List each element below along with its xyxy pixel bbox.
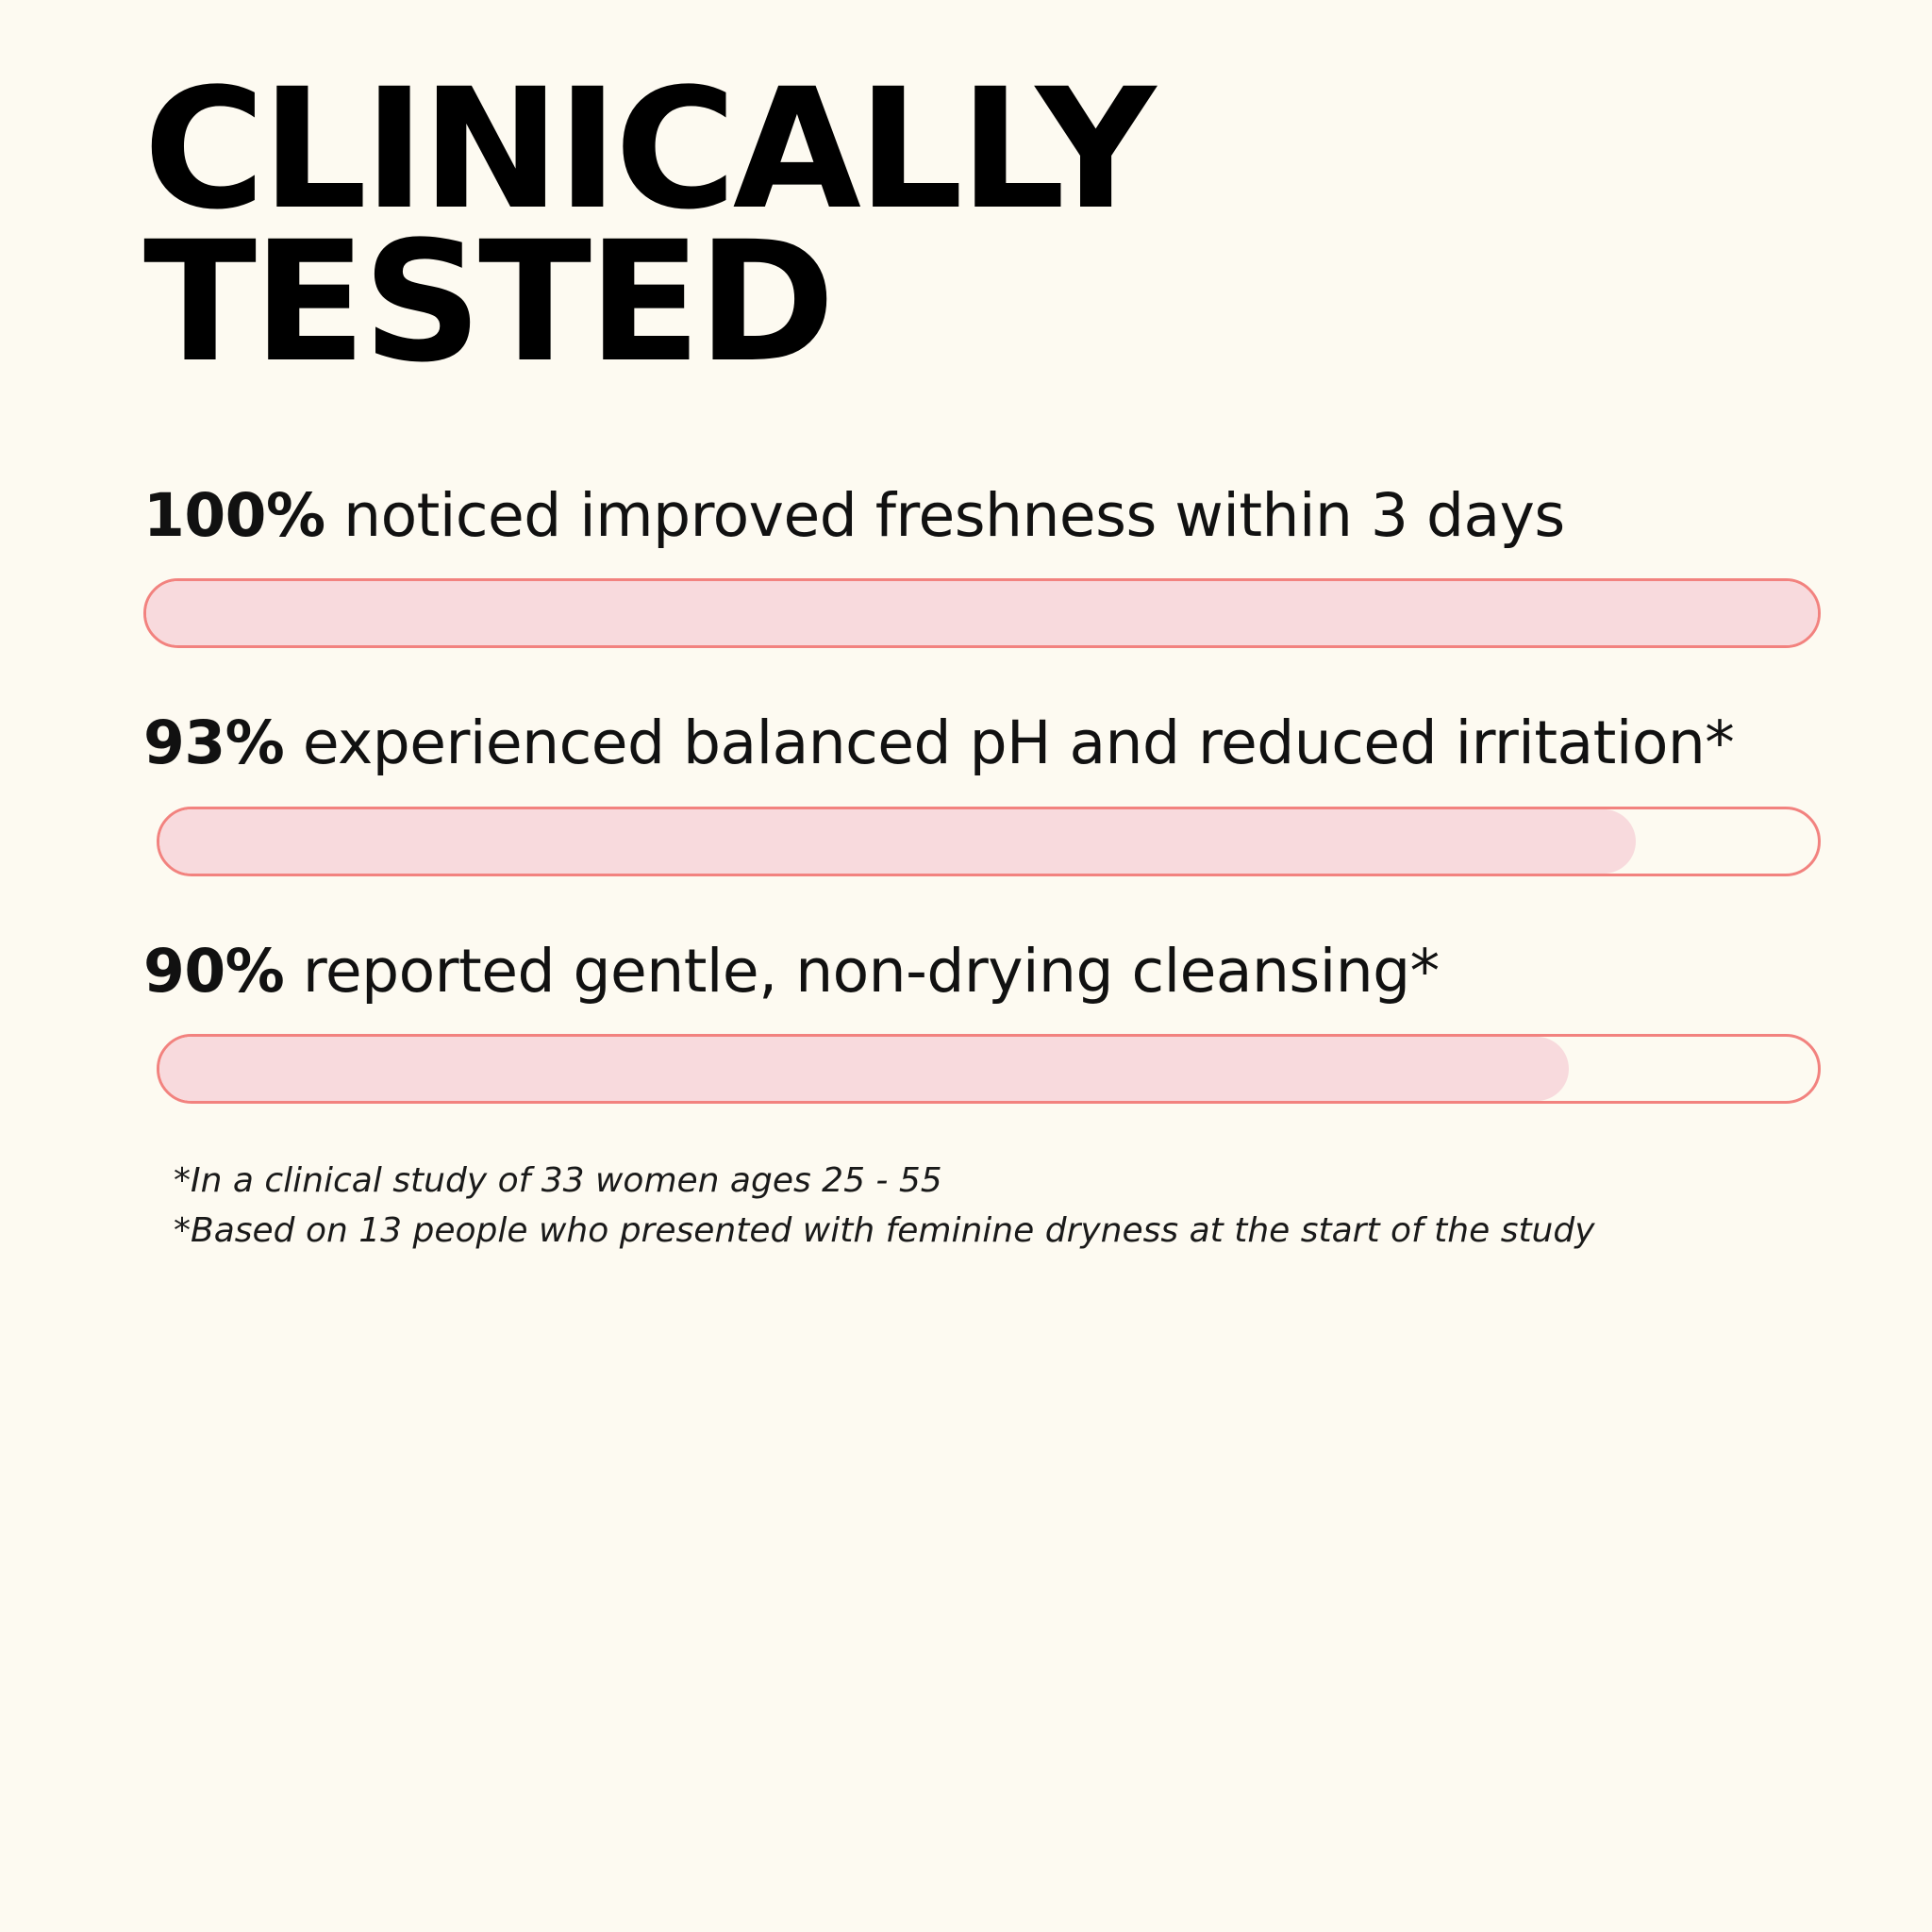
progress-bar-track	[157, 1034, 1821, 1104]
page-title-line-1: CLINICALLY	[143, 53, 1153, 246]
progress-bar-fill	[159, 809, 1636, 874]
stat-item	[143, 701, 1821, 875]
stat-label	[143, 474, 1766, 558]
progress-bar-fill	[159, 1037, 1569, 1101]
stat-percent: 90%	[143, 936, 285, 1006]
stat-description: experienced balanced pH and reduced irritation*	[284, 708, 1735, 778]
stat-item	[143, 929, 1821, 1104]
stat-percent: 93%	[143, 708, 285, 778]
page-title	[143, 53, 1821, 399]
page-title-line-2: TESTED	[143, 205, 832, 399]
stat-percent: 100%	[143, 480, 325, 550]
stat-description: noticed improved freshness within 3 days	[325, 480, 1565, 550]
stat-description: reported gentle, non-drying cleansing*	[284, 936, 1440, 1006]
stat-item	[143, 474, 1821, 648]
stat-label	[143, 929, 1766, 1013]
progress-bar-fill	[146, 581, 1818, 645]
footnote-1: *In a clinical study of 33 women ages 25 - 55	[174, 1161, 942, 1201]
footnotes	[143, 1157, 1796, 1255]
stats-list	[143, 474, 1821, 1104]
progress-bar-track	[157, 807, 1821, 876]
stat-label	[143, 701, 1766, 785]
footnote-2: *Based on 13 people who presented with feminine dryness at the start of the study	[174, 1211, 1595, 1251]
progress-bar-track	[143, 578, 1821, 648]
